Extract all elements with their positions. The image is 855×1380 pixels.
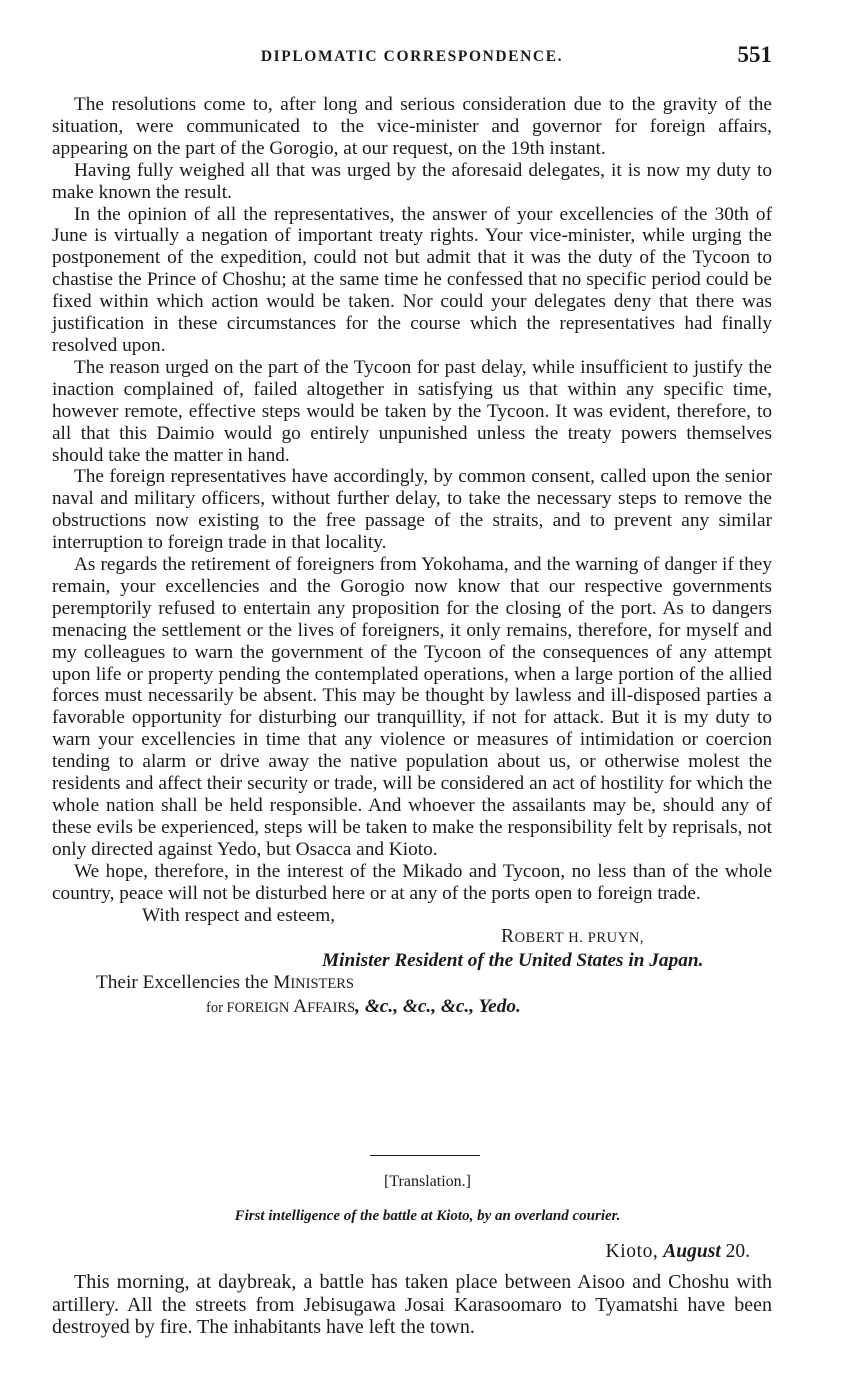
page-number: 551: [737, 42, 772, 67]
addressee-line-1: [52, 972, 772, 996]
paragraph: The foreign representatives have accordingly, by common consent, called upon the senior naval and military officers, without further delay, to take the necessary steps to remove the obstructions now existing to the free passage of the straits, and to prevent any similar interruption to foreign trade in that locality.: [52, 466, 772, 554]
letter-body: [52, 94, 772, 1020]
paragraph: As regards the retirement of foreigners from Yokohama, and the warning of danger if they remain, your excellencies and the Gorogio now know that our respective governments peremptorily refused to entertain any proposition for the closing of the port. As to dangers menacing the settlement or the lives of foreigners, it only remains, therefore, for myself and my colleagues to warn the government of the Tycoon of the consequences of any attempt upon life or property pending the contemplated operations, when a large portion of the allied forces must necessarily be absent. This may be thought by lawless and ill-disposed parties a favorable opportunity for disturbing our tranquillity, if not for attack. But it is my duty to warn your excellencies in time that any violence or measures of intimidation or coercion tending to alarm or drive away the native population about us, or otherwise molest the residents and affect their security or trade, will be considered an act of hostility for which the whole nation shall be held responsible. And whoever the assailants may be, should any of these evils be experienced, steps will be taken to make the responsibility felt by reprisals, not only directed against Yedo, but Osacca and Kioto.: [52, 554, 772, 860]
addressee-location: , &c., &c., &c., Yedo.: [355, 996, 521, 1018]
translation-label: [Translation.]: [384, 1173, 471, 1190]
signer-initial: R: [501, 926, 515, 948]
signer-name: [52, 926, 772, 950]
paragraph: Having fully weighed all that was urged by the aforesaid delegates, it is now my duty to make known the result.: [52, 159, 772, 203]
paragraph: The reason urged on the part of the Tycoon for past delay, while insufficient to justify the inaction complained of, failed altogether in satisfying us that within any specific time, however remote, effective steps would be taken by the Tycoon. It was evident, therefore, to all that this Daimio would go entirely unpunished unless the treaty powers themselves should take the matter in hand.: [52, 356, 772, 466]
addressee-affairs: FFAIRS: [307, 1000, 356, 1017]
dateline: [606, 1241, 750, 1263]
dateline-place: Kioto,: [605, 1241, 659, 1262]
running-head: [52, 44, 772, 74]
dateline-month: August: [663, 1241, 721, 1262]
signer-title: Minister Resident of the United States in Japan.: [322, 950, 704, 972]
section-divider: [370, 1155, 480, 1156]
addressee-small-caps: INISTERS: [290, 976, 354, 993]
paragraph: We hope, therefore, in the interest of the Mikado and Tycoon, no less than of the whole country, peace will not be disturbed here or at any of the ports open to foreign trade.: [52, 860, 772, 904]
paragraph: In the opinion of all the representatives, the answer of your excellencies of the 30th of June is virtually a negation of important treaty rights. Your vice-minister, while urging the postponement of the expedition, could not but admit that it was the duty of the Tycoon to chastise the Prince of Choshu; at the same time he confessed that no specific period could be fixed within which action would be taken. Nor could your delegates deny that there was justification in these circumstances for the course which the representatives had finally resolved upon.: [52, 203, 772, 356]
addressee-lead: Their Excellencies the M: [96, 972, 291, 994]
addressee-for: for F: [206, 1000, 235, 1017]
addressee-foreign: OREIGN: [234, 1000, 290, 1017]
paragraph: This morning, at daybreak, a battle has taken place between Aisoo and Choshu with artillery. All the streets from Jebisugawa Josai Karasoomaro to Tyamatshi have been destroyed by fire. The inhabitants have left the town.: [52, 1271, 772, 1338]
running-head-title: DIPLOMATIC CORRESPONDENCE.: [260, 48, 564, 65]
paragraph: The resolutions come to, after long and serious consideration due to the gravity of the situation, were communicated to the vice-minister and governor for foreign affairs, appearing on the part of the Gorogio, at our request, on the 19th instant.: [52, 94, 772, 159]
signer-name-rest: OBERT H. PRUYN,: [514, 930, 645, 947]
closing-salutation: With respect and esteem,: [142, 904, 336, 926]
translation-body: [52, 1271, 772, 1339]
addressee-line-2: [52, 996, 772, 1020]
addressee-affairs-initial: A: [289, 996, 308, 1018]
translation-subheading: First intelligence of the battle at Kioto, by an overland courier.: [234, 1208, 621, 1224]
dateline-day: 20.: [725, 1241, 750, 1262]
